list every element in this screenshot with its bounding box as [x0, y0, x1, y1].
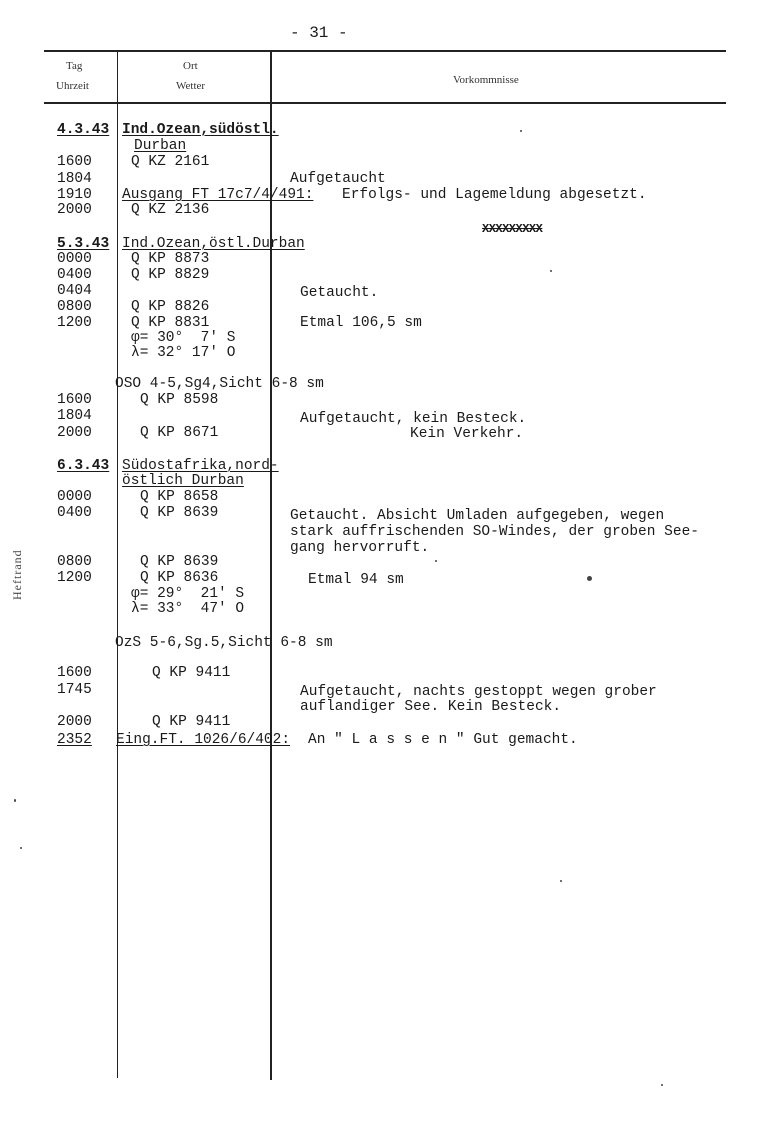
day3-longitude: λ= 33° 47' O: [131, 601, 245, 617]
day3-loc-5: Q KP 9411: [152, 665, 231, 681]
day3-weather: OzS 5-6,Sg.5,Sicht 6-8 sm: [115, 635, 333, 651]
scan-speck: [550, 270, 552, 272]
day1-loc-1: Q KZ 2161: [131, 154, 210, 170]
day2-place: Ind.Ozean,östl.Durban: [122, 236, 305, 252]
header-vorkommnisse: Vorkommnisse: [453, 74, 519, 86]
day2-time-4: 0800: [57, 299, 92, 315]
day2-loc-6: Q KP 8598: [140, 392, 219, 408]
day3-time-6: 1745: [57, 682, 92, 698]
day3-text-4: Etmal 94 sm: [308, 572, 404, 588]
day2-time-8: 2000: [57, 425, 92, 441]
struck-text: XXXXXXXXX: [482, 222, 543, 236]
day2-text-5: Etmal 106,5 sm: [300, 315, 422, 331]
page-number: - 31 -: [290, 24, 348, 42]
day3-time-2: 0400: [57, 505, 92, 521]
day2-time-3: 0404: [57, 283, 92, 299]
header-ort: Ort: [183, 60, 198, 72]
day3-loc-1: Q KP 8658: [140, 489, 219, 505]
day2-loc-8: Q KP 8671: [140, 425, 219, 441]
day1-loc-3: Ausgang FT 17c7/4/491:: [122, 187, 314, 203]
day2-loc-4: Q KP 8826: [131, 299, 210, 315]
day3-text-8: An " L a s s e n " Gut gemacht.: [308, 732, 578, 748]
margin-label: Heftrand: [10, 549, 24, 600]
day3-time-8: 2352: [57, 732, 92, 748]
day3-date: 6.3.43: [57, 458, 110, 474]
scan-speck: [435, 560, 437, 562]
day1-place-line1: Ind.Ozean,südöstl.: [122, 122, 279, 138]
scan-speck: [560, 880, 562, 882]
day3-latitude: φ= 29° 21' S: [131, 586, 245, 602]
day2-longitude: λ= 32° 17' O: [131, 345, 236, 361]
header-tag: Tag: [66, 60, 83, 72]
day3-time-4: 1200: [57, 570, 92, 586]
top-rule: [44, 50, 726, 52]
day2-text-7b: Kein Verkehr.: [410, 426, 524, 442]
day3-time-7: 2000: [57, 714, 92, 730]
scan-speck: [20, 847, 22, 849]
day1-time-2: 1804: [57, 171, 92, 187]
day2-latitude: φ= 30° 7' S: [131, 330, 236, 346]
day2-time-2: 0400: [57, 267, 92, 283]
day2-time-1: 0000: [57, 251, 92, 267]
day2-date: 5.3.43: [57, 236, 110, 252]
day3-text-2c: gang hervorruft.: [290, 540, 430, 556]
day3-text-2b: stark auffrischenden SO-Windes, der groben See-: [290, 524, 699, 540]
scan-speck: [520, 130, 522, 132]
day3-loc-2: Q KP 8639: [140, 505, 219, 521]
header-wetter: Wetter: [176, 80, 206, 92]
day3-loc-7: Q KP 9411: [152, 714, 231, 730]
day2-time-5: 1200: [57, 315, 92, 331]
day2-loc-5: Q KP 8831: [131, 315, 210, 331]
day3-time-1: 0000: [57, 489, 92, 505]
scan-speck: [14, 799, 16, 802]
day3-place-line1: Südostafrika,nord-: [122, 458, 279, 474]
day3-loc-3: Q KP 8639: [140, 554, 219, 570]
day2-text-7: Aufgetaucht, kein Besteck.: [300, 411, 527, 427]
day3-place-line2: östlich Durban: [122, 473, 244, 489]
day2-text-3: Getaucht.: [300, 285, 379, 301]
day2-weather: OSO 4-5,Sg4,Sicht 6-8 sm: [115, 376, 324, 392]
day1-date: 4.3.43: [57, 122, 110, 138]
col-divider-2: [270, 52, 272, 1080]
day1-loc-4: Q KZ 2136: [131, 202, 210, 218]
day3-time-3: 0800: [57, 554, 92, 570]
day1-time-1: 1600: [57, 154, 92, 170]
day3-text-2a: Getaucht. Absicht Umladen aufgegeben, wegen: [290, 508, 665, 524]
day3-loc-8: Eing.FT. 1026/6/402:: [116, 732, 291, 748]
day1-place-line2: Durban: [134, 138, 187, 154]
day2-time-7: 1804: [57, 408, 92, 424]
scan-speck: [661, 1084, 663, 1086]
day2-time-6: 1600: [57, 392, 92, 408]
header-rule: [44, 102, 726, 104]
header-uhrzeit: Uhrzeit: [56, 80, 89, 92]
day1-text-3: Erfolgs- und Lagemeldung abgesetzt.: [342, 187, 647, 203]
day3-time-5: 1600: [57, 665, 92, 681]
day3-loc-4: Q KP 8636: [140, 570, 219, 586]
day1-time-3: 1910: [57, 187, 92, 203]
day3-text-6b: auflandiger See. Kein Besteck.: [300, 699, 562, 715]
day1-time-4: 2000: [57, 202, 92, 218]
day2-loc-1: Q KP 8873: [131, 251, 210, 267]
day1-text-2: Aufgetaucht: [290, 171, 386, 187]
scan-speck: [587, 576, 592, 581]
col-divider-1: [117, 52, 118, 1078]
day3-text-6a: Aufgetaucht, nachts gestoppt wegen grober: [300, 684, 657, 700]
day2-loc-2: Q KP 8829: [131, 267, 210, 283]
